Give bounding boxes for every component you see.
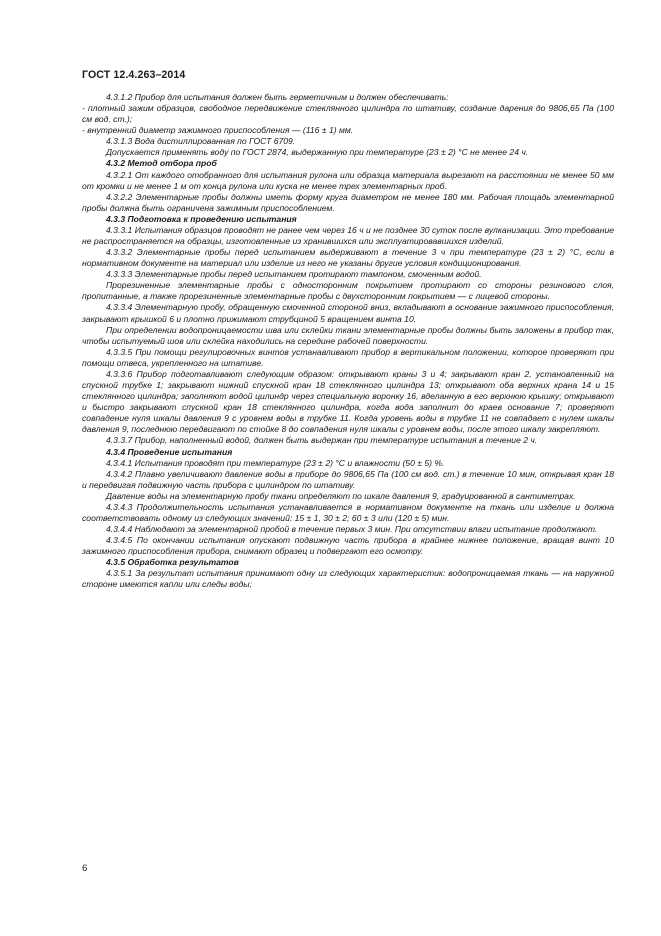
- paragraph: При определении водопроницаемости шва или склейки ткани элементарные пробы должны быть заложены в прибор так, чтобы испытуемый шов или склейка находились на середине рабочей поверхности.: [82, 324, 614, 346]
- paragraph-4-3-1-3: 4.3.1.3 Вода дистиллированная по ГОСТ 6709.: [106, 136, 296, 147]
- section-heading-4-3-3: 4.3.3 Подготовка к проведению испытания: [106, 213, 297, 224]
- paragraph: Допускается применять воду по ГОСТ 2874, выдержанную при температуре (23 ± 2) °С не менее 24 ч.: [106, 147, 529, 158]
- paragraph-4-3-3-4: 4.3.3.4 Элементарную пробу, обращенную смоченной стороной вниз, вкладывают в основание зажимного приспособления, закрывают крышкой 6 и плотно прижимают струбциной 5 вращением винта 10.: [82, 302, 614, 324]
- section-heading-4-3-4: 4.3.4 Проведение испытания: [106, 446, 233, 457]
- paragraph-4-3-3-6: 4.3.3.6 Прибор подготавливают следующим образом: открывают краны 3 и 4; закрывают кран 2, установленный на спускной трубке 1; закрывают нижний спускной кран 18 стеклянного цилиндра 13; открывают оба верхних крана 14 и 15 стеклянного цилиндра; заполняют водой цилиндр через специальную воронку 16, вделанную в его верхнюю крышку; открывают и быстро закрывают спускной кран 18 стеклянного цилиндра, когда вода заполнит до краев основание 7; проверяют совпадение нуля шкалы давления 9 с уровнем воды в трубке 11. Когда уровень воды в трубке 11 не совпадает с нулем шкалы давления 9, последнюю передвигают по стойке 8 до совпадения нуля шкалы с уровнем воды, после этого шкалу закрепляют.: [82, 368, 614, 435]
- paragraph-4-3-3-3: 4.3.3.3 Элементарные пробы перед испытанием протирают тампоном, смоченным водой.: [106, 269, 482, 280]
- standard-designation: ГОСТ 12.4.263–2014: [82, 69, 186, 81]
- paragraph-4-3-3-5: 4.3.3.5 При помощи регулировочных винтов устанавливают прибор в вертикальном положении, которое проверяют при помощи отвеса, укрепленного на штативе.: [82, 346, 614, 368]
- paragraph-4-3-4-5: 4.3.4.5 По окончании испытания опускают подвижную часть прибора в крайнее нижнее положение, вращая винт 10 зажимного приспособления прибора, снимают образец и подвергают его осмотру.: [82, 535, 614, 557]
- paragraph-4-3-4-3: 4.3.4.3 Продолжительность испытания устанавливается в нормативном документе на ткань или изделие и должна соответствовать одному из следующих значений: 15 ± 1, 30 ± 2; 60 ± 3 или (120 ± 5) мин.: [82, 501, 614, 523]
- section-heading-4-3-5: 4.3.5 Обработка результатов: [106, 557, 239, 568]
- paragraph: Давление воды на элементарную пробу ткани определяют по шкале давления 9, градуированной в сантиметрах.: [106, 490, 576, 501]
- paragraph-4-3-5-1: 4.3.5.1 За результат испытания принимают одну из следующих характеристик: водопроницаемая ткань — на наружной стороне имеются капли или следы воды;: [82, 568, 614, 590]
- paragraph-4-3-4-2: 4.3.4.2 Плавно увеличивают давление воды в приборе до 9806,65 Па (100 см вод. ст.) в течение 10 мин, открывая кран 18 и передвигая подвижную часть прибора с цилиндром по штативу.: [82, 468, 614, 490]
- list-item: - плотный зажим образцов, свободное передвижение стеклянного цилиндра по штативу, создание дарения до 9806,65 Па (100 см вод. ст.);: [82, 103, 614, 125]
- paragraph-4-3-3-1: 4.3.3.1 Испытания образцов проводят не ранее чем через 16 ч и не позднее 30 суток после вулканизации. Это требование не распространяется на образцы, изготовленные из хранившихся или эксплуатировавшихся изделий.: [82, 224, 614, 247]
- page-number: 6: [82, 863, 88, 874]
- paragraph: Прорезиненные элементарные пробы с односторонним покрытием протирают со стороны резинового слоя, пропитанные, а также прорезиненные элементарные пробы с двухсторонним покрытием — с лицевой стороны.: [82, 280, 614, 302]
- paragraph-4-3-3-7: 4.3.3.7 Прибор, наполненный водой, должен быть выдержан при температуре испытания в течение 2 ч.: [106, 435, 538, 446]
- section-heading-4-3-2: 4.3.2 Метод отбора проб: [106, 158, 217, 169]
- paragraph-4-3-3-2: 4.3.3.2 Элементарные пробы перед испытанием выдерживают в течение 3 ч при температуре (23 ± 2) °С, если в нормативном документе на материал или изделие из него не указаны другие условия кондиционирования.: [82, 247, 614, 269]
- list-item: - внутренний диаметр зажимного приспособления — (116 ± 1) мм.: [82, 125, 354, 136]
- paragraph-4-3-1-2: 4.3.1.2 Прибор для испытания должен быть герметичным и должен обеспечивать:: [106, 92, 449, 102]
- paragraph-4-3-2-2: 4.3.2.2 Элементарные пробы должны иметь форму круга диаметром не менее 180 мм. Рабочая площадь элементарной пробы должна быть ограничена зажимным приспособлением.: [82, 191, 614, 213]
- document-body: [82, 92, 614, 591]
- paragraph-4-3-4-1: 4.3.4.1 Испытания проводят при температуре (23 ± 2) °С и влажности (50 ± 5) %.: [106, 457, 445, 468]
- paragraph-4-3-4-4: 4.3.4.4 Наблюдают за элементарной пробой в течение первых 3 мин. При отсутствии влаги испытание продолжают.: [106, 524, 598, 535]
- paragraph-4-3-2-1: 4.3.2.1 От каждого отобранного для испытания рулона или образца материала вырезают на расстоянии не менее 50 мм от кромки и не менее 1 м от конца рулона или куска не менее трех элементарных проб.: [82, 169, 614, 191]
